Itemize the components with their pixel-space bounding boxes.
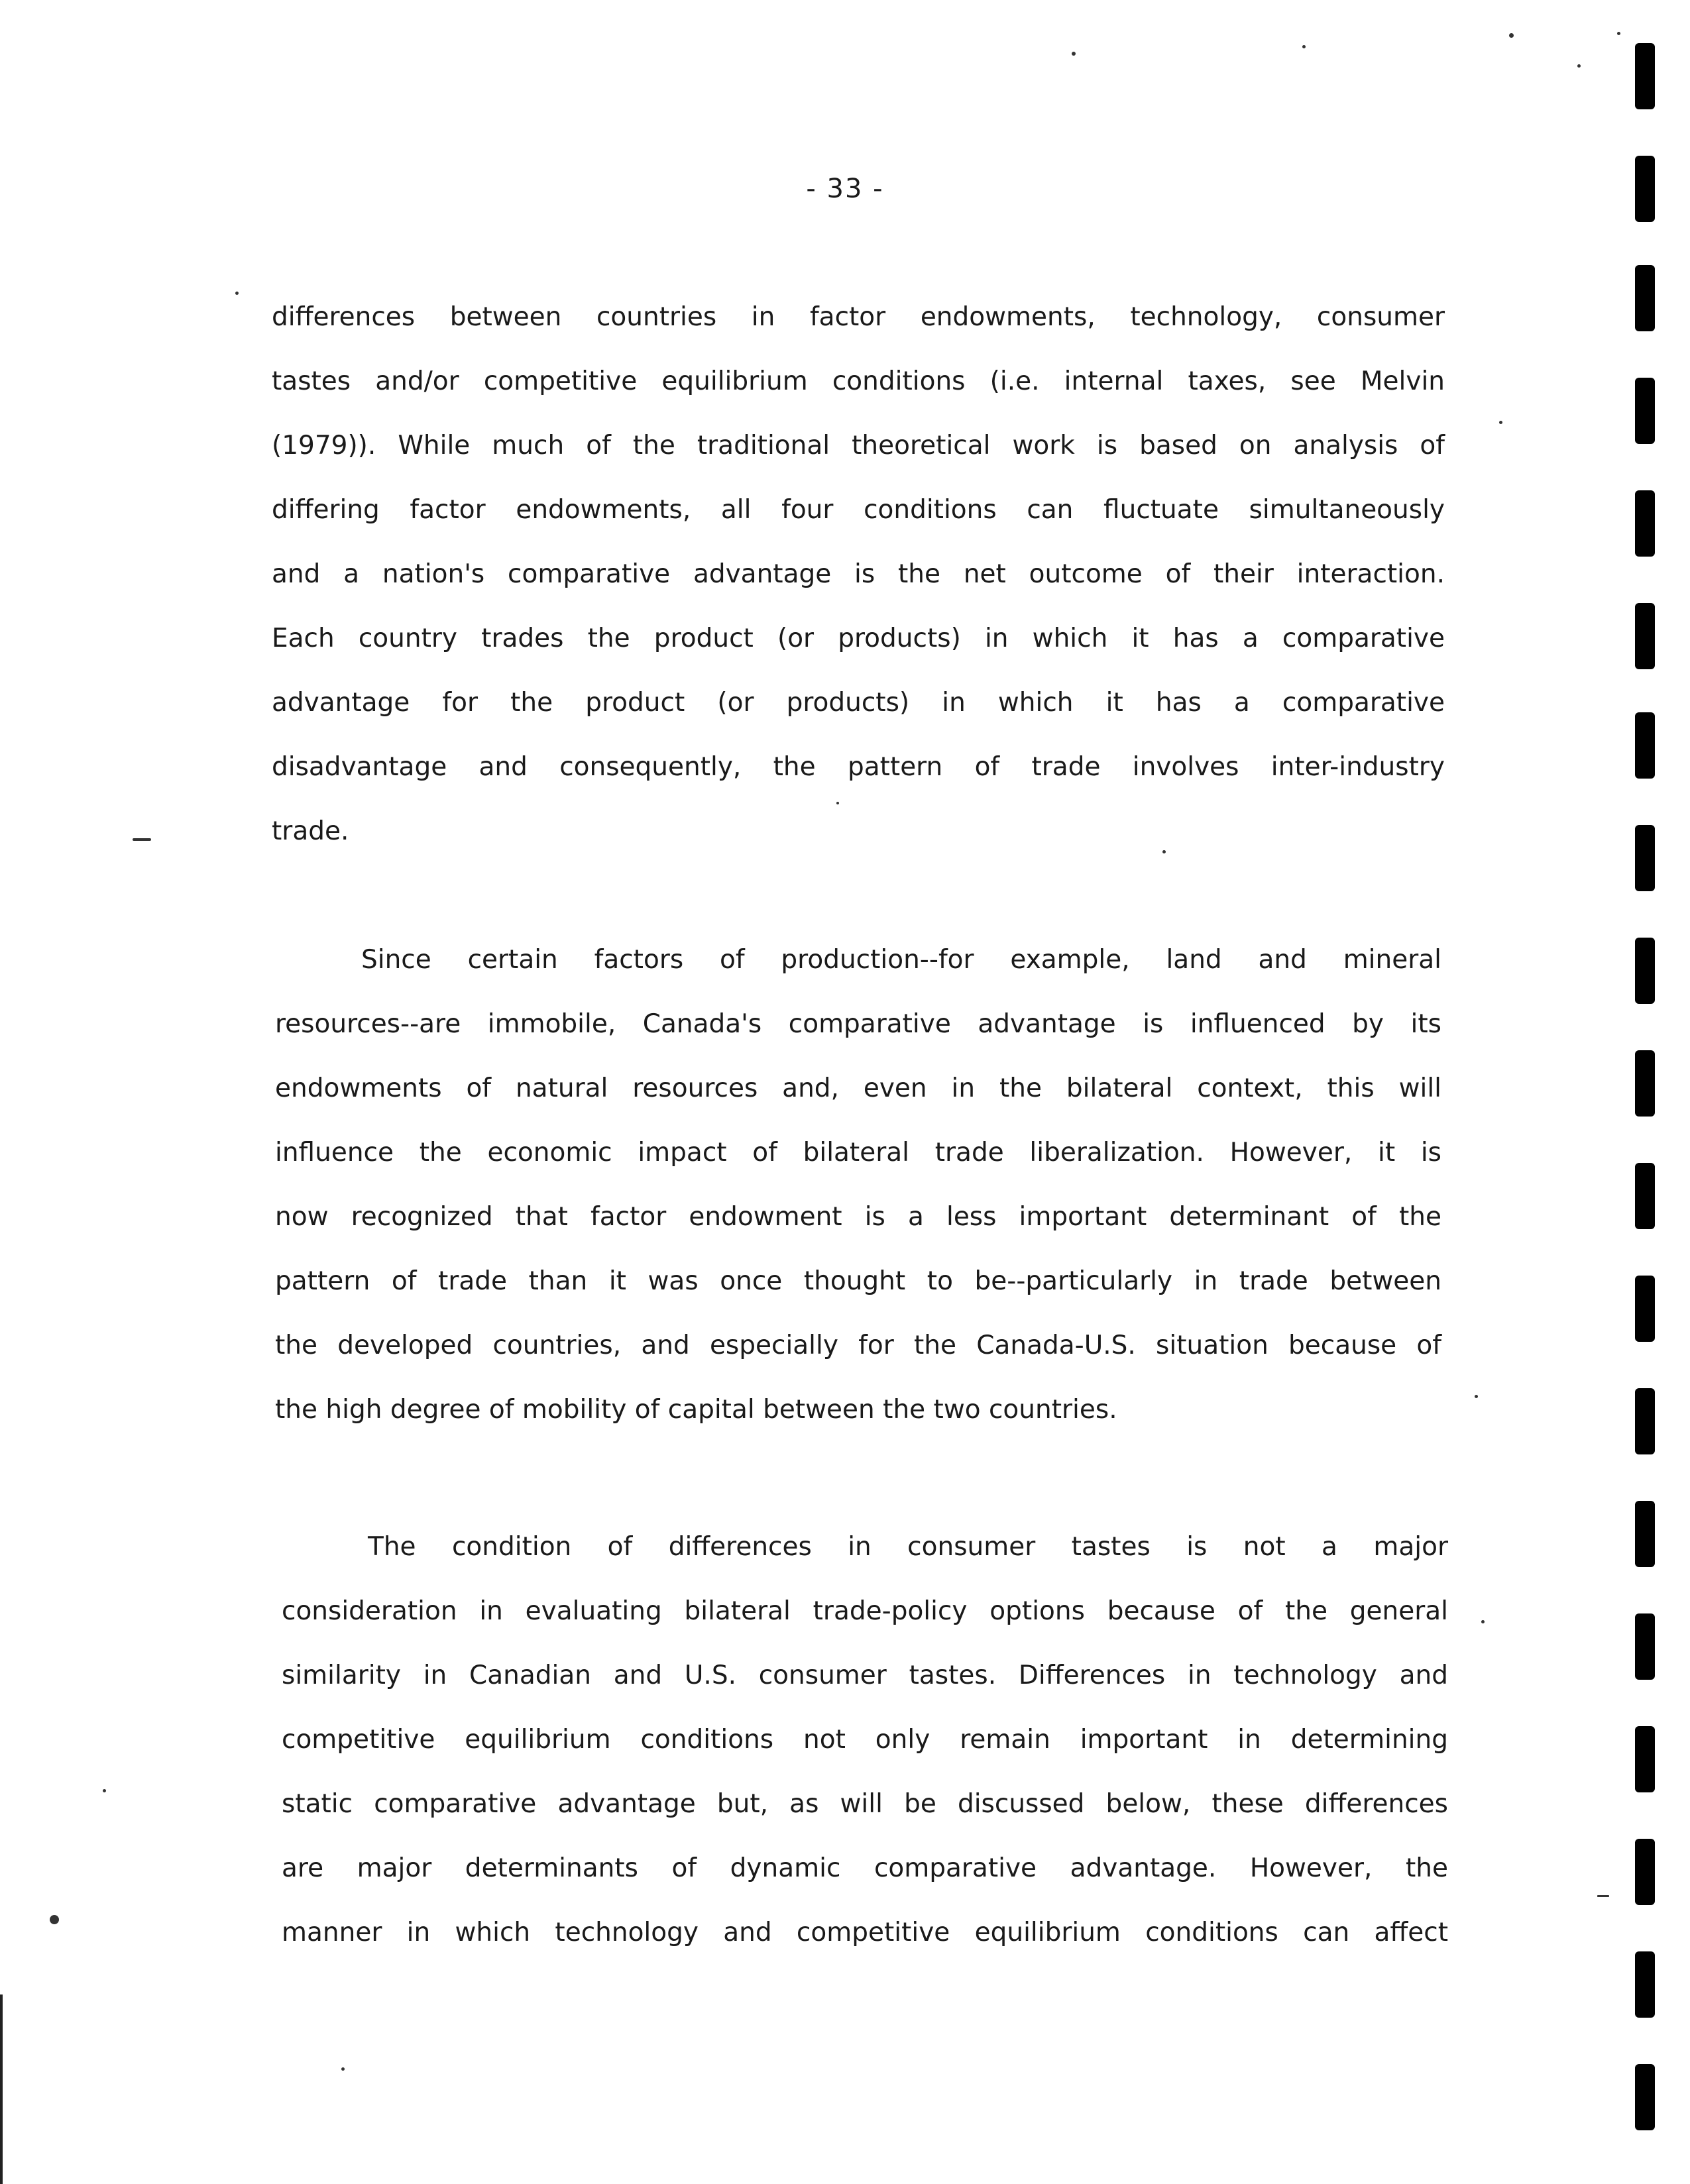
text-line: The condition of differences in consumer tastes is not a major — [368, 1532, 1448, 1562]
scan-edge-mark — [1635, 1163, 1655, 1229]
text-line: tastes and/or competitive equilibrium conditions (i.e. internal taxes, see Melvin — [272, 366, 1445, 396]
scan-edge-mark — [1635, 1050, 1655, 1117]
text-line: endowments of natural resources and, even in the bilateral context, this will — [275, 1073, 1441, 1103]
paragraph — [275, 928, 1441, 1442]
scan-speck — [1162, 850, 1166, 853]
text-line: static comparative advantage but, as will be discussed below, these differences — [282, 1789, 1448, 1819]
scan-edge-mark — [1635, 712, 1655, 779]
scan-speck — [133, 838, 151, 841]
text-line: resources--are immobile, Canada's comparative advantage is influenced by its — [275, 1009, 1441, 1039]
text-line: similarity in Canadian and U.S. consumer tastes. Differences in technology and — [282, 1661, 1448, 1690]
scan-edge-mark — [1635, 1501, 1655, 1567]
scan-edge-mark — [1635, 43, 1655, 109]
scan-edge-mark — [1635, 1388, 1655, 1454]
scan-edge-mark — [1635, 490, 1655, 557]
text-line: disadvantage and consequently, the pattern of trade involves inter-industry — [272, 752, 1445, 782]
scan-edge-mark — [1635, 603, 1655, 669]
text-line: manner in which technology and competitive equilibrium conditions can affect — [282, 1918, 1448, 1947]
text-line: the high degree of mobility of capital between the two countries. — [275, 1395, 1117, 1425]
scan-speck — [1072, 52, 1076, 56]
scan-edge-mark — [1635, 825, 1655, 891]
scan-speck — [103, 1789, 106, 1792]
text-line: Since certain factors of production--for example, land and mineral — [361, 945, 1441, 975]
text-line: now recognized that factor endowment is a less important determinant of the — [275, 1202, 1441, 1232]
scan-edge-line — [0, 1994, 3, 2184]
scan-speck — [341, 2067, 345, 2071]
scan-edge-mark — [1635, 265, 1655, 331]
scan-speck — [1475, 1395, 1478, 1398]
scan-speck — [1577, 64, 1581, 68]
scan-speck — [1481, 1620, 1485, 1623]
scan-speck — [50, 1915, 59, 1924]
scan-edge-mark — [1635, 1613, 1655, 1680]
paragraph — [272, 285, 1445, 863]
scan-speck — [1499, 421, 1502, 424]
scan-edge-mark — [1635, 156, 1655, 222]
scan-speck — [1597, 1895, 1609, 1897]
text-line: the developed countries, and especially for the Canada-U.S. situation because of — [275, 1331, 1441, 1360]
scan-speck — [1509, 33, 1514, 38]
text-line: differences between countries in factor endowments, technology, consumer — [272, 302, 1445, 332]
text-line: influence the economic impact of bilateral trade liberalization. However, it is — [275, 1138, 1441, 1168]
scan-edge-mark — [1635, 378, 1655, 444]
scan-speck — [836, 802, 839, 804]
text-line: (1979)). While much of the traditional theoretical work is based on analysis of — [272, 431, 1445, 461]
scan-edge-mark — [1635, 938, 1655, 1004]
text-line: and a nation's comparative advantage is the net outcome of their interaction. — [272, 559, 1445, 589]
scan-edge-mark — [1635, 1276, 1655, 1342]
scan-speck — [1302, 45, 1306, 48]
text-line: advantage for the product (or products) in which it has a comparative — [272, 688, 1445, 718]
text-line: pattern of trade than it was once thought to be--particularly in trade between — [275, 1266, 1441, 1296]
scan-speck — [1617, 32, 1620, 35]
text-line: consideration in evaluating bilateral trade-policy options because of the general — [282, 1596, 1448, 1626]
text-line: Each country trades the product (or products) in which it has a comparative — [272, 624, 1445, 653]
scan-speck — [235, 292, 239, 295]
text-line: trade. — [272, 816, 349, 846]
text-line: differing factor endowments, all four conditions can fluctuate simultaneously — [272, 495, 1445, 525]
text-line: competitive equilibrium conditions not only remain important in determining — [282, 1725, 1448, 1755]
page-number: - 33 - — [806, 174, 884, 204]
scan-edge-mark — [1635, 1951, 1655, 2018]
scan-edge-mark — [1635, 2064, 1655, 2130]
paragraph — [282, 1515, 1448, 1965]
scan-edge-mark — [1635, 1726, 1655, 1792]
scan-edge-mark — [1635, 1839, 1655, 1905]
text-line: are major determinants of dynamic comparative advantage. However, the — [282, 1853, 1448, 1883]
